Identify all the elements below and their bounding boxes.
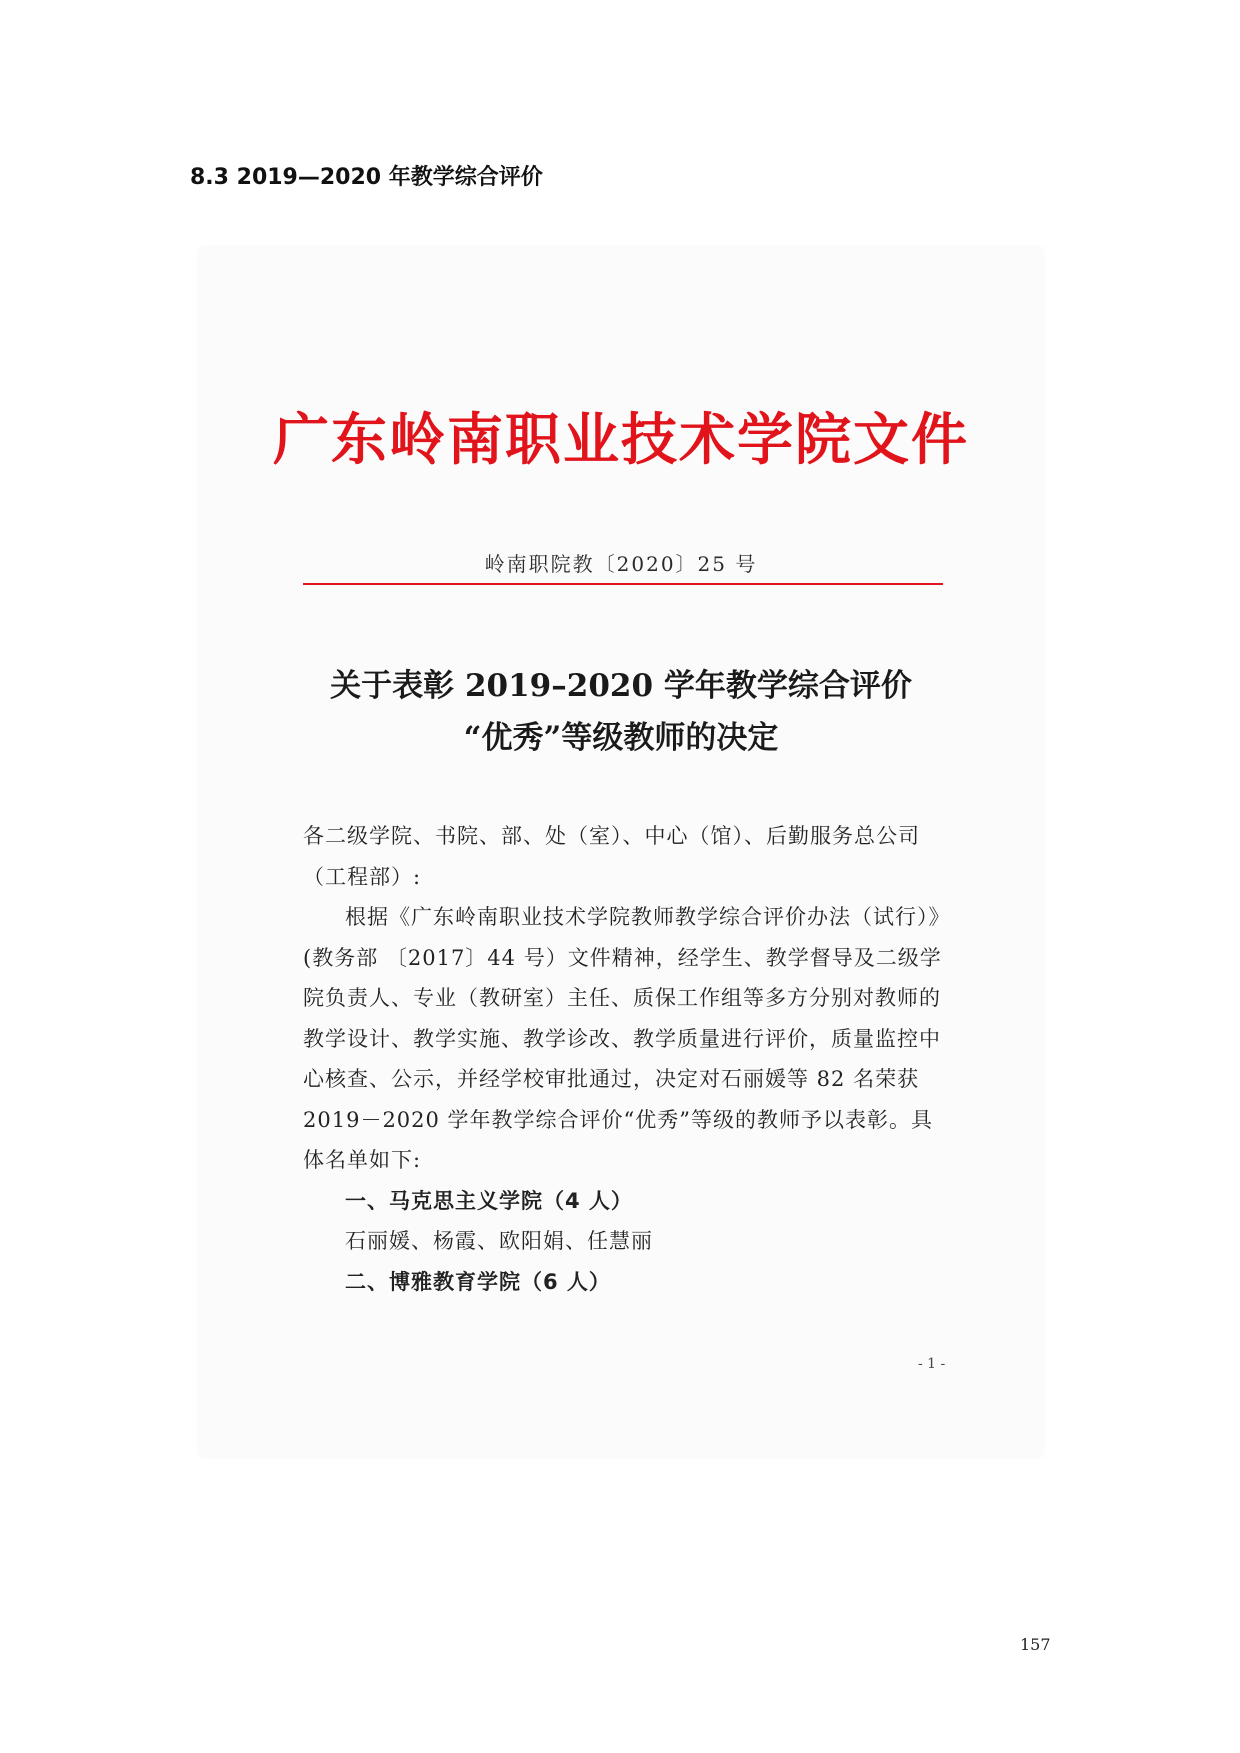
scan-page-number: - 1 - xyxy=(918,1356,946,1372)
document-header: 广东岭南职业技术学院文件 xyxy=(273,407,969,473)
title-line-1: 关于表彰 2019–2020 学年教学综合评价 xyxy=(330,668,912,704)
title-line-2: “优秀”等级教师的决定 xyxy=(463,720,779,756)
recipients: 各二级学院、书院、部、处（室）、中心（馆）、后勤服务总公司（工程部）: xyxy=(303,824,920,889)
red-divider xyxy=(303,583,943,585)
section-heading: 8.3 2019—2020 年教学综合评价 xyxy=(190,165,543,190)
scanned-document xyxy=(200,248,1042,1456)
document-title xyxy=(200,660,1042,764)
document-number: 岭南职院教〔2020〕25 号 xyxy=(484,552,758,576)
page-number: 157 xyxy=(1020,1635,1051,1654)
department-heading-1: 一、马克思主义学院（4 人） xyxy=(345,1188,633,1213)
department-names-1: 石丽媛、杨霞、欧阳娟、任慧丽 xyxy=(345,1229,653,1253)
body-paragraph: 根据《广东岭南职业技术学院教师教学综合评价办法（试行）》(教务部 〔2017〕44 号）文件精神，经学生、教学督导及二级学院负责人、专业（教研室）主任、质保工作组等多方分别对教师的教学设计、教学实施、教学诊改、教学质量进行评价，质量监控中心核查、公示，并经学校审批通过，决定对石丽媛等 82 名荣获 2019－2020 学年教学综合评价“优秀”等级的教师予以表彰。具体名单如下: xyxy=(303,905,942,1172)
document-body xyxy=(303,816,943,1302)
department-heading-2: 二、博雅教育学院（6 人） xyxy=(345,1269,611,1294)
